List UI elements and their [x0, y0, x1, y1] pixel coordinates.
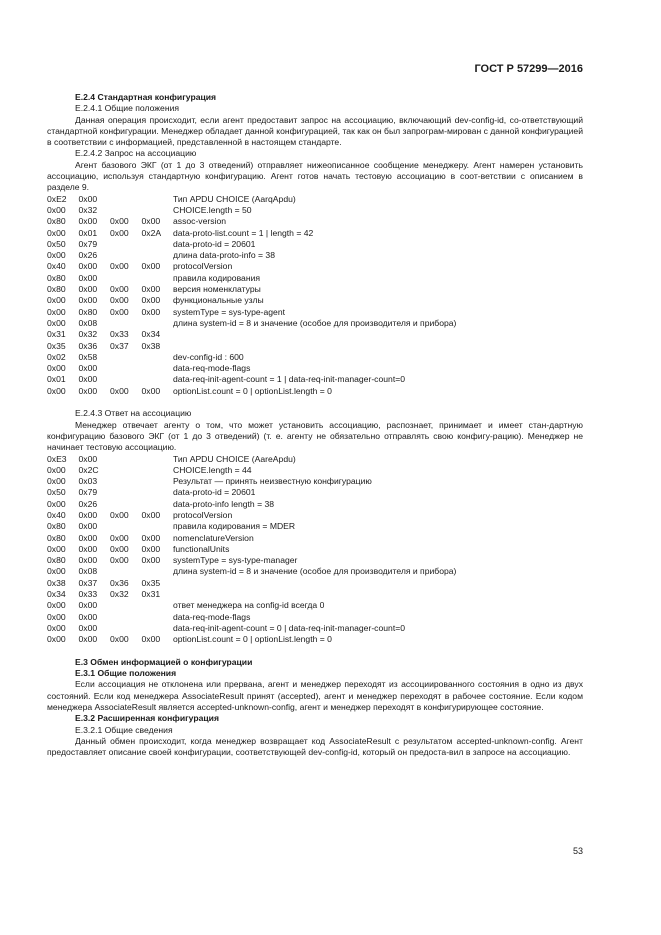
byte-row: [47, 250, 583, 261]
byte-row: [47, 544, 583, 555]
byte-description: data-proto-list.count = 1 | length = 42: [173, 227, 314, 238]
byte-cell: [142, 352, 174, 363]
byte-row: [47, 612, 583, 623]
byte-cell: [142, 499, 174, 510]
byte-cell: 0x79: [78, 238, 98, 249]
byte-cell: 0x00: [78, 611, 98, 622]
byte-row: [47, 363, 583, 374]
byte-cell: 0x79: [78, 487, 98, 498]
byte-row: [47, 386, 583, 397]
page-body: [47, 92, 583, 759]
byte-row: [47, 566, 583, 577]
byte-cell: [110, 250, 142, 261]
byte-cell: [110, 194, 142, 205]
section-e321-text: Данный обмен происходит, когда менеджер возвращает код AssociateResult с результатом accepted-unknown-config. Агент предоставляет описание своей конфигурации, соответствующей dev-config-id, который он предоста-вил в запросе на ассоциацию.: [47, 735, 583, 758]
byte-row: [47, 634, 583, 645]
byte-cell: 0x00: [78, 295, 98, 306]
byte-cell: [110, 600, 142, 611]
byte-cell: 0x00: [78, 363, 98, 374]
section-e32-title: Е.3.2 Расширенная конфигурация: [75, 713, 219, 724]
byte-description: data-req-init-agent-count = 0 | data-req-init-manager-count=0: [173, 622, 406, 633]
byte-cell: [142, 476, 174, 487]
byte-description: Тип APDU CHOICE (AarqApdu): [173, 193, 296, 204]
byte-cell: 0x00: [47, 295, 66, 306]
byte-cell: [142, 465, 174, 476]
byte-cell: 0x00: [47, 476, 66, 487]
byte-row: [47, 521, 583, 532]
byte-cell: 0x00: [110, 284, 129, 295]
byte-row: [47, 228, 583, 239]
byte-row: [47, 623, 583, 634]
byte-cell: 0x00: [110, 634, 129, 645]
section-e242-title: Е.2.4.2 Запрос на ассоциацию: [75, 148, 197, 159]
byte-cell: 0x00: [141, 532, 161, 543]
byte-cell: 0x00: [78, 622, 98, 633]
byte-cell: 0x00: [141, 385, 161, 396]
byte-row: [47, 194, 583, 205]
byte-cell: 0x00: [47, 634, 66, 645]
byte-cell: 0x40: [47, 509, 66, 520]
byte-cell: 0x08: [78, 566, 98, 577]
byte-cell: [142, 318, 174, 329]
byte-cell: 0x00: [78, 600, 98, 611]
byte-cell: 0x2A: [141, 227, 162, 238]
byte-cell: 0xE2: [47, 193, 67, 204]
byte-cell: 0x38: [141, 340, 161, 351]
byte-row: [47, 261, 583, 272]
byte-cell: 0x32: [78, 329, 98, 340]
byte-cell: 0x00: [110, 532, 129, 543]
byte-cell: 0x33: [110, 329, 129, 340]
byte-cell: [142, 487, 174, 498]
response-bytes-table: [47, 454, 583, 646]
byte-description: CHOICE.length = 44: [173, 464, 252, 475]
byte-description: optionList.count = 0 | optionList.length = 0: [173, 634, 332, 645]
byte-cell: 0x38: [47, 577, 66, 588]
byte-cell: 0x32: [78, 204, 98, 215]
byte-cell: 0x00: [47, 543, 66, 554]
byte-cell: 0x80: [47, 555, 66, 566]
byte-cell: 0x08: [78, 317, 98, 328]
byte-cell: [110, 318, 142, 329]
byte-cell: 0x80: [47, 272, 66, 283]
byte-description: CHOICE.length = 50: [173, 204, 252, 215]
byte-cell: 0x00: [78, 453, 98, 464]
byte-cell: [110, 499, 142, 510]
byte-cell: [110, 521, 142, 532]
byte-cell: 0x36: [110, 577, 129, 588]
byte-description: длина system-id = 8 и значение (особое для производителя и прибора): [173, 317, 457, 328]
byte-row: [47, 487, 583, 498]
byte-description: длина data-proto-info = 38: [173, 250, 275, 261]
byte-description: systemType = sys-type-manager: [173, 555, 298, 566]
byte-description: ответ менеджера на config-id всегда 0: [173, 600, 325, 611]
byte-row: [47, 284, 583, 295]
byte-description: data-proto-info length = 38: [173, 498, 275, 509]
byte-cell: 0x00: [110, 216, 129, 227]
byte-cell: [142, 194, 174, 205]
byte-description: Результат — принять неизвестную конфигурацию: [173, 476, 372, 487]
byte-cell: 0x35: [141, 577, 161, 588]
byte-cell: 0x00: [47, 317, 66, 328]
byte-cell: 0x00: [110, 509, 129, 520]
byte-row: [47, 499, 583, 510]
byte-cell: 0x00: [141, 261, 161, 272]
byte-cell: 0x00: [110, 261, 129, 272]
byte-row: [47, 307, 583, 318]
byte-cell: [142, 273, 174, 284]
byte-cell: 0x00: [141, 555, 161, 566]
byte-cell: [142, 374, 174, 385]
byte-cell: 0x00: [47, 250, 66, 261]
byte-cell: 0x80: [47, 532, 66, 543]
byte-cell: [110, 239, 142, 250]
byte-description: правила кодирования = MDER: [173, 521, 296, 532]
byte-row: [47, 295, 583, 306]
byte-cell: 0x36: [78, 340, 98, 351]
byte-description: длина system-id = 8 и значение (особое для производителя и прибора): [173, 566, 457, 577]
byte-row: [47, 374, 583, 385]
section-e241-title: Е.2.4.1 Общие положения: [75, 103, 180, 114]
byte-cell: 0x58: [78, 351, 98, 362]
byte-cell: 0x00: [78, 272, 98, 283]
byte-cell: [142, 454, 174, 465]
byte-cell: 0x00: [141, 295, 161, 306]
byte-cell: 0x00: [141, 306, 161, 317]
byte-cell: 0x34: [47, 589, 66, 600]
byte-cell: 0x00: [47, 498, 66, 509]
byte-cell: 0x00: [47, 622, 66, 633]
byte-cell: 0x00: [78, 374, 98, 385]
byte-cell: 0x34: [141, 329, 161, 340]
byte-description: data-req-init-agent-count = 1 | data-req-init-manager-count=0: [173, 374, 406, 385]
byte-row: [47, 239, 583, 250]
byte-row: [47, 318, 583, 329]
byte-description: systemType = sys-type-agent: [173, 306, 286, 317]
byte-cell: 0x31: [141, 589, 161, 600]
byte-cell: 0x00: [78, 509, 98, 520]
byte-description: data-req-mode-flags: [173, 363, 251, 374]
byte-row: [47, 329, 583, 340]
byte-cell: 0x32: [110, 589, 129, 600]
byte-cell: 0x01: [47, 374, 66, 385]
byte-cell: 0x35: [47, 340, 66, 351]
byte-cell: 0x00: [78, 532, 98, 543]
byte-row: [47, 510, 583, 521]
byte-cell: [110, 454, 142, 465]
byte-cell: 0x00: [110, 227, 129, 238]
byte-cell: 0x50: [47, 238, 66, 249]
byte-description: функциональные узлы: [173, 295, 264, 306]
byte-cell: 0x00: [47, 204, 66, 215]
byte-row: [47, 533, 583, 544]
byte-cell: 0x00: [47, 566, 66, 577]
byte-row: [47, 476, 583, 487]
byte-cell: [110, 566, 142, 577]
byte-cell: 0x80: [47, 216, 66, 227]
page-number: 53: [572, 846, 583, 856]
byte-cell: 0x00: [47, 464, 66, 475]
byte-description: protocolVersion: [173, 509, 233, 520]
byte-cell: 0x00: [141, 509, 161, 520]
byte-cell: 0x00: [78, 261, 98, 272]
byte-cell: 0x00: [141, 284, 161, 295]
byte-row: [47, 216, 583, 227]
byte-description: data-req-mode-flags: [173, 611, 251, 622]
byte-cell: [142, 566, 174, 577]
byte-description: nomenclatureVersion: [173, 532, 254, 543]
byte-cell: [142, 623, 174, 634]
byte-cell: 0x80: [47, 284, 66, 295]
byte-cell: [142, 250, 174, 261]
byte-cell: 0x2C: [78, 464, 99, 475]
byte-cell: 0x00: [78, 284, 98, 295]
byte-cell: [142, 205, 174, 216]
byte-cell: [142, 600, 174, 611]
byte-description: правила кодирования: [173, 272, 261, 283]
byte-cell: 0x00: [47, 306, 66, 317]
byte-cell: 0x80: [78, 306, 98, 317]
section-e31-text: Если ассоциация не отклонена или прервана, агент и менеджер переходят из ассоциированного состояния в одно из двух состояний. Если код менеджера AssociateResult принят (accepted), агент и менеджер переходят в рабочее состояние. Если кодом менеджера AssociateResult является accepted-unknown-config, агент и менеджер переходят в конфигурирующее состояние.: [47, 679, 583, 713]
section-e241-text: Данная операция происходит, если агент предоставит запрос на ассоциацию, включающий dev-config-id, со-ответствующий стандартной конфигурации. Менеджер обладает данной конфигурацией, так как он был запрограм-мирован с данной конфигурацией в соответствии с информацией, представленной в настоящем стандарте.: [47, 114, 583, 148]
byte-cell: 0x33: [78, 589, 98, 600]
byte-cell: 0x00: [78, 385, 98, 396]
byte-row: [47, 465, 583, 476]
byte-description: protocolVersion: [173, 261, 233, 272]
byte-cell: [142, 612, 174, 623]
byte-cell: 0x00: [78, 193, 98, 204]
byte-row: [47, 341, 583, 352]
byte-cell: 0x80: [47, 521, 66, 532]
byte-cell: 0x00: [47, 385, 66, 396]
byte-cell: [110, 612, 142, 623]
section-e31-title: Е.3.1 Общие положения: [75, 668, 177, 679]
byte-cell: [110, 205, 142, 216]
byte-cell: [110, 363, 142, 374]
byte-cell: 0x00: [110, 543, 129, 554]
request-bytes-table: [47, 194, 583, 397]
byte-row: [47, 205, 583, 216]
byte-cell: 0x26: [78, 498, 98, 509]
byte-cell: 0x26: [78, 250, 98, 261]
section-e321-title: Е.3.2.1 Общие сведения: [75, 724, 173, 735]
byte-description: optionList.count = 0 | optionList.length = 0: [173, 385, 332, 396]
byte-cell: [110, 476, 142, 487]
section-e242-text: Агент базового ЭКГ (от 1 до 3 отведений) отправляет нижеописанное сообщение менеджеру. Агент намерен установить ассоциацию, используя стандартную конфигурацию. Агент готов начать тестовую ассоциацию в соот-ветствии с описанием в разделе 9.: [47, 159, 583, 193]
byte-row: [47, 600, 583, 611]
byte-cell: 0x00: [47, 611, 66, 622]
byte-cell: 0x02: [47, 351, 66, 362]
byte-cell: 0x50: [47, 487, 66, 498]
byte-cell: 0xE3: [47, 453, 67, 464]
section-e243-title: Е.2.4.3 Ответ на ассоциацию: [75, 408, 192, 419]
document-header: ГОСТ Р 57299—2016: [474, 63, 583, 75]
byte-cell: 0x00: [110, 555, 129, 566]
byte-cell: [110, 374, 142, 385]
byte-cell: 0x00: [141, 216, 161, 227]
byte-row: [47, 589, 583, 600]
byte-cell: 0x01: [78, 227, 98, 238]
byte-cell: 0x00: [141, 543, 161, 554]
byte-description: Тип APDU CHOICE (AareApdu): [173, 453, 296, 464]
byte-cell: 0x00: [47, 363, 66, 374]
byte-cell: 0x00: [110, 385, 129, 396]
byte-cell: [142, 239, 174, 250]
byte-description: dev-config-id : 600: [173, 351, 244, 362]
byte-cell: 0x00: [47, 600, 66, 611]
byte-cell: 0x37: [110, 340, 129, 351]
section-e3-title: Е.3 Обмен информацией о конфигурации: [75, 656, 253, 667]
byte-row: [47, 454, 583, 465]
byte-cell: 0x00: [78, 216, 98, 227]
byte-cell: [110, 352, 142, 363]
byte-cell: 0x03: [78, 476, 98, 487]
byte-row: [47, 273, 583, 284]
byte-cell: 0x00: [141, 634, 161, 645]
byte-description: assoc-version: [173, 216, 227, 227]
byte-cell: 0x00: [78, 543, 98, 554]
byte-description: data-proto-id = 20601: [173, 238, 256, 249]
byte-description: версия номенклатуры: [173, 284, 261, 295]
byte-description: data-proto-id = 20601: [173, 487, 256, 498]
byte-cell: 0x31: [47, 329, 66, 340]
byte-cell: 0x37: [78, 577, 98, 588]
byte-row: [47, 352, 583, 363]
byte-cell: 0x40: [47, 261, 66, 272]
byte-row: [47, 578, 583, 589]
byte-cell: 0x00: [110, 295, 129, 306]
byte-cell: [110, 623, 142, 634]
byte-description: functionalUnits: [173, 543, 230, 554]
byte-cell: 0x00: [78, 634, 98, 645]
byte-row: [47, 555, 583, 566]
byte-cell: [110, 487, 142, 498]
section-e24-title: Е.2.4 Стандартная конфигурация: [75, 92, 217, 102]
byte-cell: [142, 363, 174, 374]
byte-cell: 0x00: [78, 521, 98, 532]
byte-cell: [142, 521, 174, 532]
section-e243-text: Менеджер отвечает агенту о том, что может установить ассоциацию, распознает, принимает и имеет стан-дартную конфигурацию базового ЭКГ (от 1 до 3 отведений) (т. е. агенту не обязательно отправлять свою конфигу-рацию). Менеджер не начинает тестовую ассоциацию.: [47, 419, 583, 453]
byte-cell: [110, 465, 142, 476]
byte-cell: 0x00: [110, 306, 129, 317]
byte-cell: 0x00: [78, 555, 98, 566]
byte-cell: 0x00: [47, 227, 66, 238]
byte-cell: [110, 273, 142, 284]
